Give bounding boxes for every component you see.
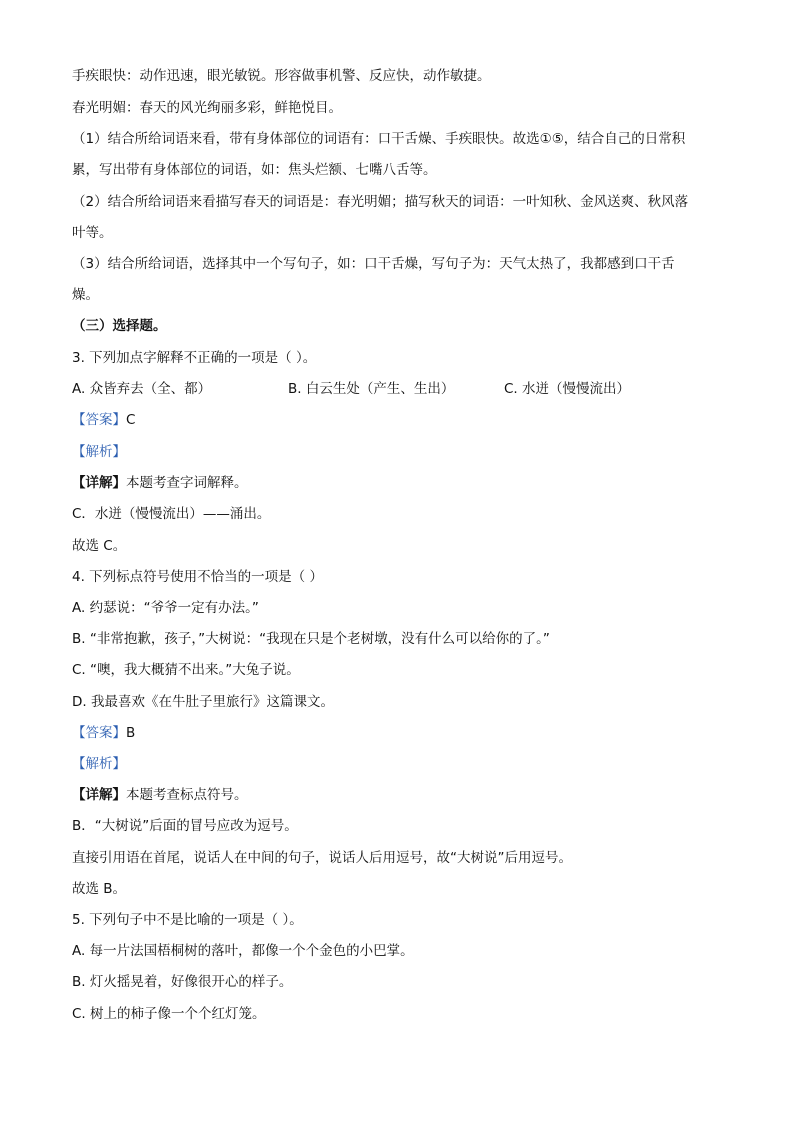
answer-tag: 【答案】 [72, 725, 126, 741]
question-3: 3. 下列加点字解释不正确的一项是（ ）。 [72, 350, 317, 366]
choice-line: 故选 B。 [72, 881, 127, 897]
text-line: 累，写出带有身体部位的词语，如：焦头烂额、七嘴八舌等。 [72, 162, 437, 178]
answer-line [72, 724, 135, 742]
option-a: A. 约瑟说：“爷爷一定有办法。” [72, 600, 259, 616]
option-c: C. 树上的柿子像一个个红灯笼。 [72, 1006, 266, 1022]
answer-line [72, 411, 135, 429]
explanation-line: 直接引用语在首尾，说话人在中间的句子，说话人后用逗号，故“大树说”后用逗号。 [72, 850, 572, 866]
choice-line: 故选 C。 [72, 538, 127, 554]
analysis-tag: 【解析】 [72, 756, 126, 772]
section-heading: （三）选择题。 [72, 318, 167, 334]
question-5: 5. 下列句子中不是比喻的一项是（ ）。 [72, 912, 303, 928]
text-line: （2）结合所给词语来看描写春天的词语是：春光明媚；描写秋天的词语：一叶知秋、金风送爽、秋风落 [72, 194, 689, 210]
text-line: （1）结合所给词语来看，带有身体部位的词语有：口干舌燥、手疾眼快。故选①⑤，结合自己的日常积 [72, 131, 686, 147]
detail-tag: 【详解】 [72, 475, 126, 491]
detail-line [72, 474, 248, 492]
answer-value: B [126, 725, 136, 741]
option-d: D. 我最喜欢《在牛肚子里旅行》这篇课文。 [72, 694, 334, 710]
answer-value: C [126, 412, 136, 428]
option-c: C. 水迸（慢慢流出） [504, 381, 631, 397]
explanation-line: B．“大树说”后面的冒号应改为逗号。 [72, 818, 298, 834]
detail-tag: 【详解】 [72, 787, 126, 803]
explanation-line: C．水迸（慢慢流出）——涌出。 [72, 506, 271, 522]
text-line: 手疾眼快：动作迅速，眼光敏锐。形容做事机警、反应快，动作敏捷。 [72, 68, 491, 84]
option-b: B. “非常抱歉，孩子，”大树说：“我现在只是个老树墩，没有什么可以给你的了。” [72, 631, 550, 647]
detail-text: 本题考查字词解释。 [126, 475, 248, 491]
answer-tag: 【答案】 [72, 412, 126, 428]
text-line: （3）结合所给词语，选择其中一个写句子，如：口干舌燥，写句子为：天气太热了，我都感到口干舌 [72, 256, 675, 272]
text-line: 燥。 [72, 287, 99, 303]
option-b: B. 白云生处（产生、生出） [288, 381, 455, 397]
question-4: 4. 下列标点符号使用不恰当的一项是（ ） [72, 569, 323, 585]
analysis-tag: 【解析】 [72, 444, 126, 460]
detail-text: 本题考查标点符号。 [126, 787, 248, 803]
detail-line [72, 786, 248, 804]
text-line: 春光明媚：春天的风光绚丽多彩，鲜艳悦目。 [72, 100, 342, 116]
option-a: A. 众皆弃去（全、都） [72, 381, 212, 397]
text-line: 叶等。 [72, 225, 113, 241]
option-c: C. “噢，我大概猜不出来。”大兔子说。 [72, 662, 300, 678]
option-b: B. 灯火摇晃着，好像很开心的样子。 [72, 974, 293, 990]
option-a: A. 每一片法国梧桐树的落叶，都像一个个金色的小巴掌。 [72, 943, 414, 959]
